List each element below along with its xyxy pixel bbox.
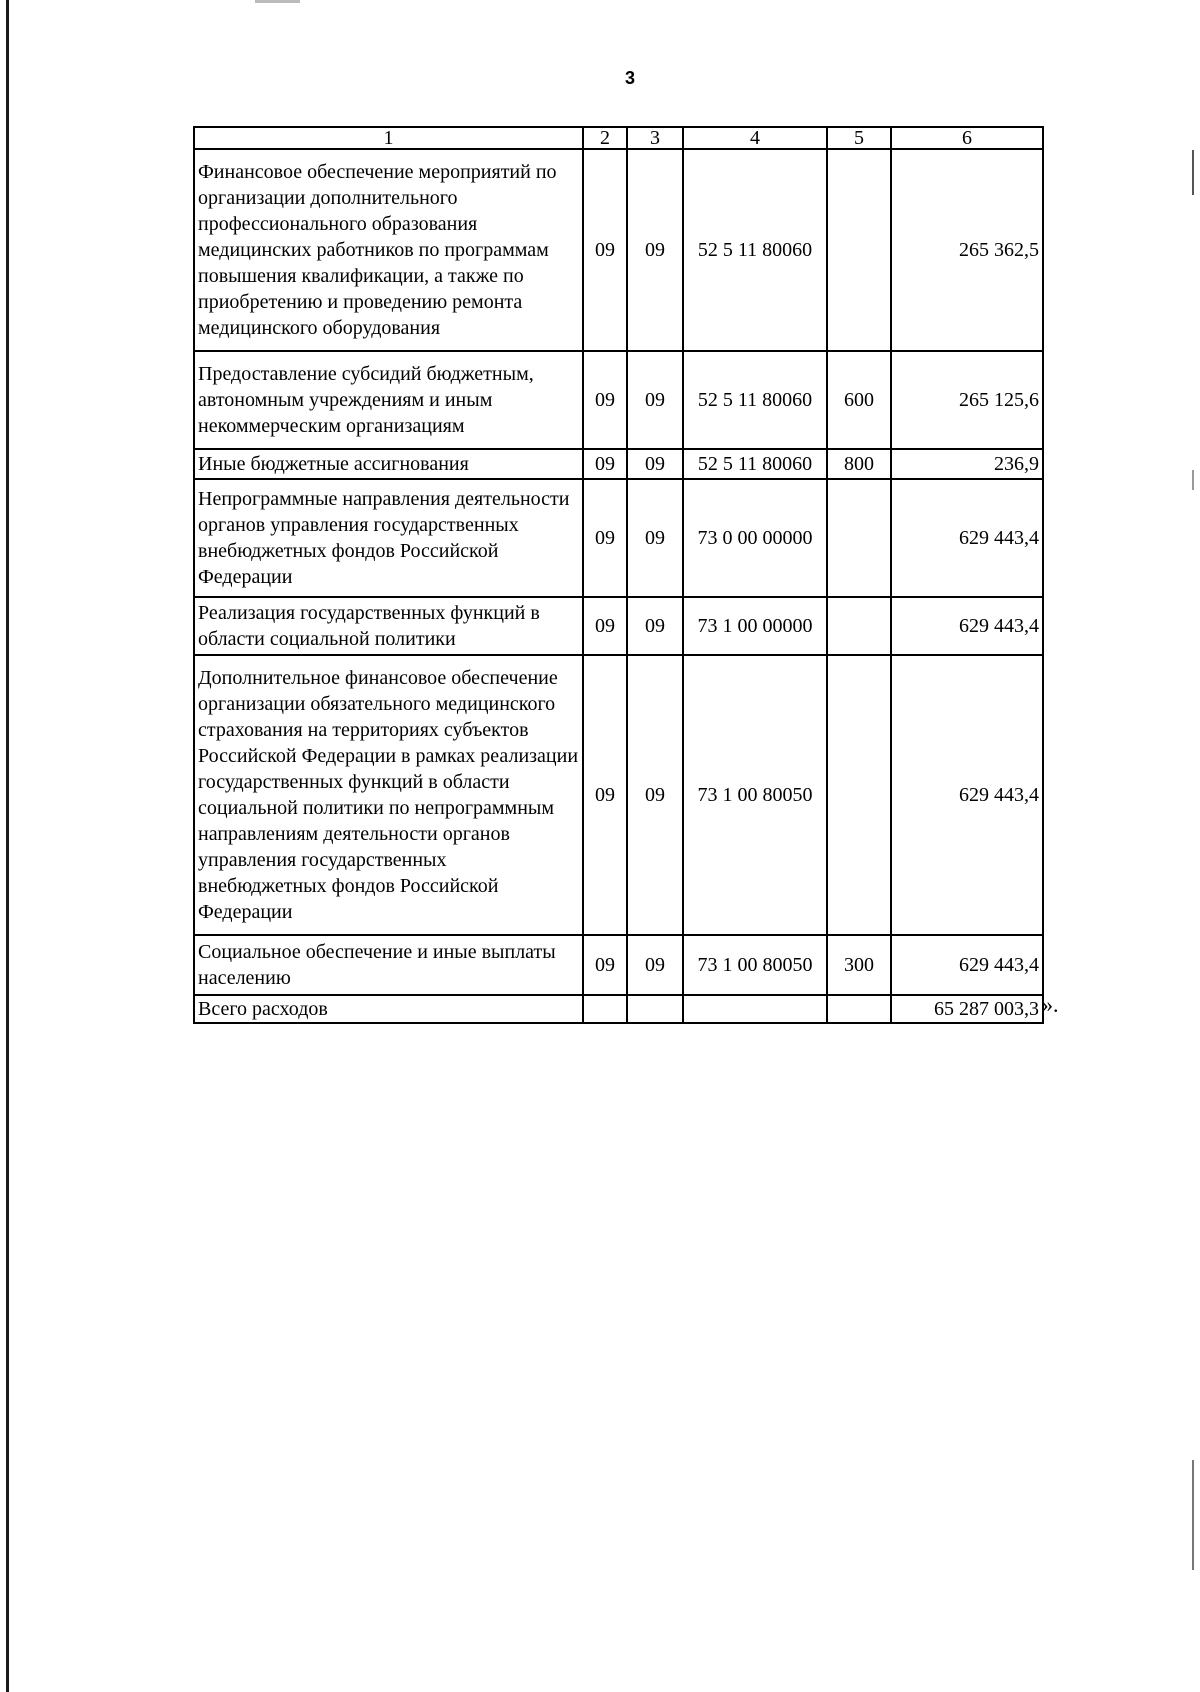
- table-total-row: [194, 995, 1043, 1023]
- amount: 236,9: [891, 449, 1043, 479]
- scan-edge-left: [6, 0, 9, 1692]
- target-article-code: 73 1 00 00000: [683, 597, 827, 655]
- expense-type-code: [827, 655, 891, 935]
- table-row: [194, 449, 1043, 479]
- header-cell: 2: [583, 127, 627, 149]
- header-cell: 1: [194, 127, 583, 149]
- section-code: [583, 995, 627, 1023]
- target-article-code: 52 5 11 80060: [683, 149, 827, 351]
- expense-type-code: [827, 149, 891, 351]
- target-article-code: [683, 995, 827, 1023]
- subsection-code: 09: [627, 479, 683, 597]
- table-row: [194, 479, 1043, 597]
- row-name: Иные бюджетные ассигнования: [194, 449, 583, 479]
- header-cell: 6: [891, 127, 1043, 149]
- target-article-code: 52 5 11 80060: [683, 449, 827, 479]
- section-code: 09: [583, 479, 627, 597]
- expense-type-code: [827, 479, 891, 597]
- scan-edge-mark: [1192, 150, 1194, 195]
- amount: 265 362,5: [891, 149, 1043, 351]
- header-cell: 4: [683, 127, 827, 149]
- table-row: [194, 597, 1043, 655]
- total-label: Всего расходов: [194, 995, 583, 1023]
- closing-quote-mark: ».: [1042, 992, 1059, 1017]
- expense-type-code: 600: [827, 351, 891, 449]
- row-name: Дополнительное финансовое обеспечение организации обязательного медицинского страхования на территориях субъектов Российской Федерации в рамках реализации государственных функций в области социальной политики по непрограммным направлениям деятельности органов управления государственных внебюджетных фондов Российской Федерации: [194, 655, 583, 935]
- section-code: 09: [583, 935, 627, 995]
- budget-table: [193, 126, 1044, 1024]
- scan-edge-mark: [1192, 470, 1194, 490]
- amount: 265 125,6: [891, 351, 1043, 449]
- header-cell: 5: [827, 127, 891, 149]
- subsection-code: 09: [627, 149, 683, 351]
- page-number: 3: [624, 68, 635, 88]
- expense-type-code: 300: [827, 935, 891, 995]
- target-article-code: 73 0 00 00000: [683, 479, 827, 597]
- row-name: Предоставление субсидий бюджетным, автономным учреждениям и иным некоммерческим организациям: [194, 351, 583, 449]
- section-code: 09: [583, 597, 627, 655]
- subsection-code: 09: [627, 935, 683, 995]
- total-amount: 65 287 003,3: [891, 995, 1043, 1023]
- scan-smudge: [255, 0, 300, 3]
- row-name: Реализация государственных функций в области социальной политики: [194, 597, 583, 655]
- amount: 629 443,4: [891, 935, 1043, 995]
- subsection-code: [627, 995, 683, 1023]
- section-code: 09: [583, 655, 627, 935]
- header-cell: 3: [627, 127, 683, 149]
- expense-type-code: [827, 597, 891, 655]
- expense-type-code: 800: [827, 449, 891, 479]
- target-article-code: 73 1 00 80050: [683, 935, 827, 995]
- target-article-code: 73 1 00 80050: [683, 655, 827, 935]
- amount: 629 443,4: [891, 479, 1043, 597]
- target-article-code: 52 5 11 80060: [683, 351, 827, 449]
- subsection-code: 09: [627, 449, 683, 479]
- section-code: 09: [583, 449, 627, 479]
- table-row: [194, 149, 1043, 351]
- expense-type-code: [827, 995, 891, 1023]
- table-row: [194, 655, 1043, 935]
- subsection-code: 09: [627, 655, 683, 935]
- subsection-code: 09: [627, 351, 683, 449]
- subsection-code: 09: [627, 597, 683, 655]
- scan-edge-mark: [1192, 1460, 1194, 1570]
- table-header-row: [194, 127, 1043, 149]
- section-code: 09: [583, 351, 627, 449]
- section-code: 09: [583, 149, 627, 351]
- row-name: Социальное обеспечение и иные выплаты населению: [194, 935, 583, 995]
- amount: 629 443,4: [891, 655, 1043, 935]
- row-name: Финансовое обеспечение мероприятий по организации дополнительного профессионального образования медицинских работников по программам повышения квалификации, а также по приобретению и проведению ремонта медицинского оборудования: [194, 149, 583, 351]
- amount: 629 443,4: [891, 597, 1043, 655]
- table-row: [194, 351, 1043, 449]
- table-row: [194, 935, 1043, 995]
- row-name: Непрограммные направления деятельности органов управления государственных внебюджетных фондов Российской Федерации: [194, 479, 583, 597]
